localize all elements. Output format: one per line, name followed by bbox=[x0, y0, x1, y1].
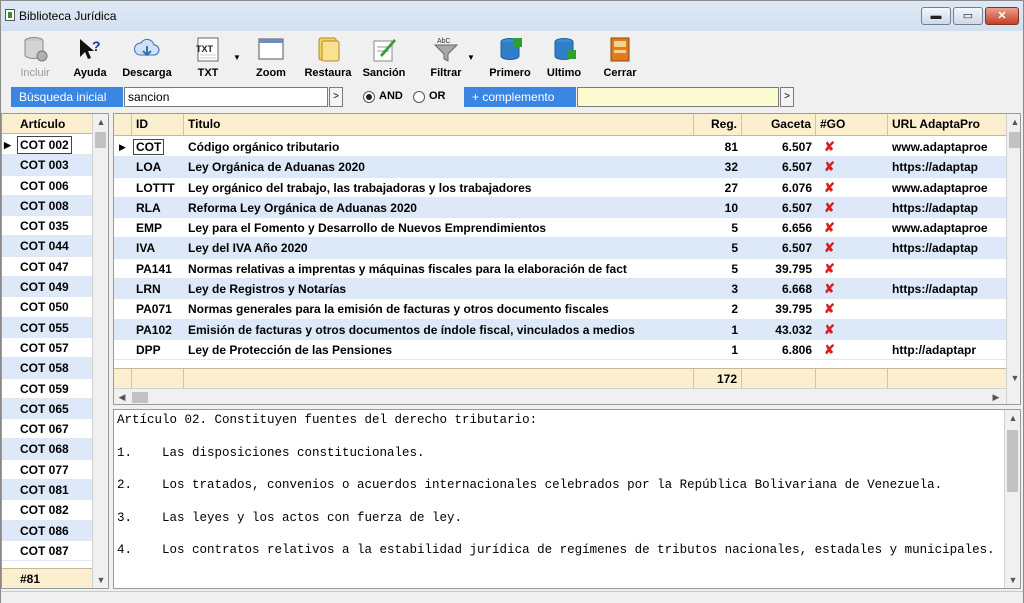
id-value: PA141 bbox=[136, 261, 172, 276]
grid-header bbox=[114, 114, 1006, 136]
current-row-icon: ▶ bbox=[119, 142, 126, 152]
cell-go[interactable] bbox=[816, 157, 888, 177]
col-titulo[interactable]: Titulo bbox=[184, 114, 694, 135]
grid-indicator-header bbox=[114, 114, 132, 135]
cell-id[interactable] bbox=[132, 259, 184, 279]
table-row[interactable] bbox=[114, 137, 1006, 157]
grid-rows bbox=[114, 137, 1006, 360]
article-code: COT 055 bbox=[20, 320, 69, 335]
svg-text:?: ? bbox=[92, 38, 101, 54]
cell-go[interactable] bbox=[816, 178, 888, 198]
article-code: COT 049 bbox=[20, 280, 69, 295]
titulo-value: Ley de Protección de las Pensiones bbox=[188, 342, 393, 357]
cell-titulo[interactable] bbox=[184, 238, 694, 258]
gaceta-value: 39.795 bbox=[775, 302, 812, 317]
reg-value: 32 bbox=[724, 160, 738, 175]
ayuda-button[interactable] bbox=[67, 33, 113, 81]
gaceta-value: 43.032 bbox=[775, 322, 812, 337]
cell-go[interactable] bbox=[816, 218, 888, 238]
article-count: #81 bbox=[2, 568, 92, 588]
grid-scroll-down-icon[interactable]: ▼ bbox=[1010, 373, 1020, 383]
article-code: COT 058 bbox=[20, 361, 69, 376]
cell-url[interactable] bbox=[888, 320, 1006, 340]
id-value: LOA bbox=[136, 160, 162, 175]
article-code: COT 081 bbox=[20, 483, 69, 498]
cell-gaceta[interactable] bbox=[742, 218, 816, 238]
grid-scroll-thumb[interactable] bbox=[1009, 132, 1020, 148]
article-list-item[interactable] bbox=[2, 176, 92, 196]
table-row[interactable] bbox=[114, 238, 1006, 258]
article-list-item[interactable] bbox=[2, 236, 92, 256]
article-list-item[interactable] bbox=[2, 419, 92, 439]
reg-value: 5 bbox=[731, 241, 738, 256]
article-code: COT 047 bbox=[20, 259, 69, 274]
x-mark-icon: ✘ bbox=[824, 260, 835, 276]
database-add-icon bbox=[21, 35, 49, 63]
x-mark-icon: ✘ bbox=[824, 199, 835, 215]
cell-gaceta[interactable] bbox=[742, 299, 816, 319]
url-value: https://adaptap bbox=[892, 282, 978, 297]
incluir-label: Incluir bbox=[20, 67, 50, 79]
article-list-item[interactable] bbox=[2, 439, 92, 459]
x-mark-icon: ✘ bbox=[824, 159, 835, 175]
table-row[interactable] bbox=[114, 299, 1006, 319]
cell-titulo[interactable] bbox=[184, 137, 694, 157]
or-radio[interactable] bbox=[413, 91, 425, 103]
cell-gaceta[interactable] bbox=[742, 259, 816, 279]
close-window-button[interactable]: ✕ bbox=[985, 7, 1019, 25]
titulo-value: Reforma Ley Orgánica de Aduanas 2020 bbox=[188, 200, 417, 215]
cerrar-label: Cerrar bbox=[603, 67, 637, 79]
restaura-label: Restaura bbox=[304, 67, 352, 79]
grid-hscrollbar[interactable] bbox=[114, 388, 1006, 405]
grid-scroll-up-icon[interactable]: ▲ bbox=[1010, 117, 1020, 127]
article-list-header: Artículo bbox=[2, 114, 92, 134]
reg-value: 2 bbox=[731, 302, 738, 317]
cell-titulo[interactable] bbox=[184, 218, 694, 238]
title-bar bbox=[1, 1, 1023, 31]
cell-id[interactable] bbox=[132, 198, 184, 218]
gaceta-value: 6.507 bbox=[781, 200, 812, 215]
article-list-item[interactable] bbox=[2, 338, 92, 358]
cell-go[interactable] bbox=[816, 299, 888, 319]
titulo-value: Código orgánico tributario bbox=[188, 140, 340, 154]
incluir-button[interactable] bbox=[11, 33, 59, 81]
toolbar bbox=[1, 31, 1023, 83]
article-list-item[interactable] bbox=[2, 460, 92, 480]
footer-id bbox=[132, 369, 184, 388]
article-code: COT 050 bbox=[20, 300, 69, 315]
x-mark-icon: ✘ bbox=[824, 240, 835, 256]
table-row[interactable] bbox=[114, 340, 1006, 360]
cell-go[interactable] bbox=[816, 320, 888, 340]
cell-reg[interactable] bbox=[694, 137, 742, 157]
article-code: COT 086 bbox=[20, 523, 69, 538]
id-value: EMP bbox=[136, 221, 163, 236]
gaceta-value: 6.806 bbox=[781, 342, 812, 357]
close-book-icon bbox=[606, 35, 634, 63]
article-code: COT 059 bbox=[20, 381, 69, 396]
cell-go[interactable] bbox=[816, 238, 888, 258]
cell-titulo[interactable] bbox=[184, 299, 694, 319]
cloud-download-icon bbox=[133, 35, 161, 63]
url-value: https://adaptap bbox=[892, 160, 978, 175]
cell-gaceta[interactable] bbox=[742, 178, 816, 198]
filtrar-dropdown-icon[interactable]: ▼ bbox=[467, 53, 475, 62]
txt-button[interactable] bbox=[185, 33, 231, 81]
cell-reg[interactable] bbox=[694, 238, 742, 258]
gaceta-value: 6.076 bbox=[781, 180, 812, 195]
article-list-item[interactable] bbox=[2, 155, 92, 175]
article-list-item[interactable] bbox=[2, 379, 92, 399]
article-code: COT 008 bbox=[20, 198, 69, 213]
id-value: RLA bbox=[136, 200, 161, 215]
article-list-item[interactable] bbox=[2, 521, 92, 541]
titulo-value: Ley Orgánica de Aduanas 2020 bbox=[188, 160, 365, 175]
cell-go[interactable] bbox=[816, 279, 888, 299]
titulo-value: Ley para el Fomento y Desarrollo de Nuevos Emprendimientos bbox=[188, 221, 547, 236]
complemento-input[interactable] bbox=[577, 87, 779, 107]
gaceta-value: 39.795 bbox=[775, 261, 812, 276]
article-list-item[interactable] bbox=[2, 318, 92, 338]
cell-gaceta[interactable] bbox=[742, 198, 816, 218]
busqueda-inicial-label: Búsqueda inicial bbox=[11, 87, 123, 107]
url-value: http://adaptapr bbox=[892, 342, 976, 357]
edit-document-icon bbox=[370, 35, 398, 63]
titulo-value: Ley del IVA Año 2020 bbox=[188, 241, 308, 256]
cell-gaceta[interactable] bbox=[742, 340, 816, 360]
article-list-item[interactable] bbox=[2, 399, 92, 419]
url-value: https://adaptap bbox=[892, 241, 978, 256]
txt-dropdown-icon[interactable]: ▼ bbox=[233, 53, 241, 62]
cell-id[interactable] bbox=[132, 299, 184, 319]
grid-vscrollbar[interactable] bbox=[1006, 114, 1021, 404]
gaceta-value: 6.507 bbox=[781, 140, 812, 154]
ultimo-button[interactable] bbox=[541, 33, 587, 81]
x-mark-icon: ✘ bbox=[824, 179, 835, 195]
text-scroll-up-icon[interactable]: ▲ bbox=[1008, 413, 1018, 423]
article-code: COT 057 bbox=[20, 340, 69, 355]
article-code: COT 065 bbox=[20, 401, 69, 416]
titulo-value: Emisión de facturas y otros documentos de índole fiscal, vinculados a medios bbox=[188, 322, 635, 337]
reg-value: 81 bbox=[724, 140, 738, 154]
cell-reg[interactable] bbox=[694, 259, 742, 279]
id-value: IVA bbox=[136, 241, 156, 256]
article-list-item[interactable] bbox=[2, 358, 92, 378]
complemento-go-button[interactable]: > bbox=[780, 87, 794, 107]
footer-gaceta bbox=[742, 369, 816, 388]
cell-reg[interactable] bbox=[694, 178, 742, 198]
cell-url[interactable] bbox=[888, 259, 1006, 279]
text-scroll-down-icon[interactable]: ▼ bbox=[1008, 575, 1018, 585]
article-list-item[interactable] bbox=[2, 196, 92, 216]
svg-text:AbC: AbC bbox=[437, 38, 451, 45]
id-value: COT bbox=[133, 139, 164, 155]
cell-reg[interactable] bbox=[694, 157, 742, 177]
cell-reg[interactable] bbox=[694, 198, 742, 218]
table-row[interactable] bbox=[114, 259, 1006, 279]
scroll-up-icon[interactable]: ▲ bbox=[96, 117, 106, 127]
text-vscrollbar[interactable] bbox=[1004, 410, 1020, 588]
restaura-button[interactable] bbox=[299, 33, 357, 81]
reg-value: 1 bbox=[731, 322, 738, 337]
txt-icon-text: TXT bbox=[196, 44, 213, 54]
cell-reg[interactable] bbox=[694, 320, 742, 340]
scroll-down-icon[interactable]: ▼ bbox=[96, 575, 106, 585]
col-reg[interactable]: Reg. bbox=[694, 114, 742, 135]
url-value: https://adaptap bbox=[892, 200, 978, 215]
cell-go[interactable] bbox=[816, 259, 888, 279]
restore-notes-icon bbox=[314, 35, 342, 63]
scroll-left-icon[interactable]: ◀ bbox=[118, 392, 126, 402]
window-title: Biblioteca Jurídica bbox=[19, 9, 117, 23]
cell-id[interactable] bbox=[132, 137, 184, 157]
article-code: COT 077 bbox=[20, 462, 69, 477]
article-code: COT 044 bbox=[20, 239, 69, 254]
gaceta-value: 6.668 bbox=[781, 282, 812, 297]
cell-titulo[interactable] bbox=[184, 340, 694, 360]
x-mark-icon: ✘ bbox=[824, 281, 835, 297]
col-gaceta[interactable]: Gaceta bbox=[742, 114, 816, 135]
cell-url[interactable] bbox=[888, 157, 1006, 177]
hscroll-thumb[interactable] bbox=[132, 392, 148, 403]
reg-value: 1 bbox=[731, 342, 738, 357]
primero-button[interactable] bbox=[485, 33, 535, 81]
total-reg: 172 bbox=[694, 369, 742, 388]
minimize-button[interactable]: ▬ bbox=[921, 7, 951, 25]
table-row[interactable] bbox=[114, 279, 1006, 299]
law-grid bbox=[113, 113, 1021, 405]
and-radio[interactable] bbox=[363, 91, 375, 103]
cell-url[interactable] bbox=[888, 198, 1006, 218]
cell-url[interactable] bbox=[888, 279, 1006, 299]
cell-go[interactable] bbox=[816, 198, 888, 218]
article-list-item[interactable] bbox=[2, 257, 92, 277]
cell-id[interactable] bbox=[132, 178, 184, 198]
col-url[interactable]: URL AdaptaPro bbox=[892, 117, 981, 131]
filtrar-button[interactable] bbox=[423, 33, 469, 81]
scroll-right-icon[interactable]: ▶ bbox=[992, 392, 1000, 402]
grid-footer bbox=[114, 368, 1006, 388]
cell-gaceta[interactable] bbox=[742, 238, 816, 258]
article-list-item[interactable] bbox=[2, 297, 92, 317]
reg-value: 10 bbox=[724, 200, 738, 215]
article-code: COT 087 bbox=[20, 543, 69, 558]
url-value: www.adaptaproe bbox=[892, 221, 988, 236]
cell-id[interactable] bbox=[132, 320, 184, 340]
cell-url[interactable] bbox=[888, 238, 1006, 258]
article-code: COT 035 bbox=[20, 219, 69, 234]
cell-url[interactable] bbox=[888, 218, 1006, 238]
titulo-value: Normas relativas a imprentas y máquinas fiscales para la elaboración de fact bbox=[188, 261, 627, 276]
cell-id[interactable] bbox=[132, 279, 184, 299]
url-value: www.adaptaproe bbox=[892, 180, 988, 195]
first-record-icon bbox=[496, 35, 524, 63]
search-bar bbox=[1, 85, 1023, 109]
url-value: www.adaptaproe bbox=[892, 140, 988, 154]
cell-reg[interactable] bbox=[694, 279, 742, 299]
cell-url[interactable] bbox=[888, 299, 1006, 319]
article-list-item[interactable] bbox=[2, 541, 92, 561]
x-mark-icon: ✘ bbox=[824, 341, 835, 357]
cell-gaceta[interactable] bbox=[742, 320, 816, 340]
article-code: COT 082 bbox=[20, 503, 69, 518]
cell-go[interactable] bbox=[816, 137, 888, 157]
cell-gaceta[interactable] bbox=[742, 157, 816, 177]
cell-gaceta[interactable] bbox=[742, 137, 816, 157]
article-list bbox=[1, 113, 109, 589]
footer-spacer bbox=[114, 369, 132, 388]
cell-titulo[interactable] bbox=[184, 320, 694, 340]
article-code: COT 002 bbox=[17, 136, 72, 154]
cell-url[interactable] bbox=[888, 137, 1006, 157]
article-code: COT 067 bbox=[20, 422, 69, 437]
article-rows bbox=[2, 135, 92, 561]
zoom-button[interactable] bbox=[249, 33, 293, 81]
article-list-item[interactable] bbox=[2, 216, 92, 236]
id-value: PA102 bbox=[136, 322, 172, 337]
col-go[interactable]: #GO bbox=[816, 114, 888, 135]
cell-reg[interactable] bbox=[694, 340, 742, 360]
sancion-label: Sanción bbox=[362, 67, 406, 79]
or-label: OR bbox=[429, 90, 446, 102]
article-list-item[interactable] bbox=[2, 500, 92, 520]
table-row[interactable] bbox=[114, 320, 1006, 340]
help-cursor-icon bbox=[76, 35, 104, 63]
article-list-scrollbar[interactable] bbox=[92, 114, 108, 588]
filtrar-label: Filtrar bbox=[430, 67, 462, 79]
cell-id[interactable] bbox=[132, 157, 184, 177]
cell-titulo[interactable] bbox=[184, 279, 694, 299]
table-row[interactable] bbox=[114, 178, 1006, 198]
maximize-button[interactable]: ▭ bbox=[953, 7, 983, 25]
filter-icon bbox=[432, 35, 460, 63]
cell-id[interactable] bbox=[132, 238, 184, 258]
x-mark-icon: ✘ bbox=[824, 139, 835, 154]
table-row[interactable] bbox=[114, 157, 1006, 177]
article-code: COT 006 bbox=[20, 178, 69, 193]
descarga-button[interactable] bbox=[117, 33, 177, 81]
ultimo-label: Ultimo bbox=[546, 67, 582, 79]
table-row[interactable] bbox=[114, 198, 1006, 218]
primero-label: Primero bbox=[489, 67, 531, 79]
x-mark-icon: ✘ bbox=[824, 301, 835, 317]
cell-titulo[interactable] bbox=[184, 178, 694, 198]
gaceta-value: 6.656 bbox=[781, 221, 812, 236]
id-value: PA071 bbox=[136, 302, 172, 317]
cell-titulo[interactable] bbox=[184, 198, 694, 218]
txt-label: TXT bbox=[197, 67, 219, 79]
cell-id[interactable] bbox=[132, 340, 184, 360]
cell-go[interactable] bbox=[816, 340, 888, 360]
text-scroll-thumb[interactable] bbox=[1007, 430, 1018, 492]
footer-go bbox=[816, 369, 888, 388]
gaceta-value: 6.507 bbox=[781, 241, 812, 256]
article-code: COT 068 bbox=[20, 442, 69, 457]
reg-value: 3 bbox=[731, 282, 738, 297]
titulo-value: Normas generales para la emisión de facturas y otros documento fiscales bbox=[188, 302, 609, 317]
descarga-label: Descarga bbox=[122, 67, 172, 79]
col-id[interactable]: ID bbox=[132, 114, 184, 135]
article-text[interactable]: Artículo 02. Constituyen fuentes del derecho tributario: 1. Las disposiciones constitucionales. 2. Los tratados, convenios o acuerdos internacionales celebrados por la República Bolivariana de Venezuela. 3. Las leyes y los actos con fuerza de ley. 4. Los contratos relativos a la estabilidad jurídica de regímenes de tributos nacionales, estadales y municipales. bbox=[117, 413, 995, 558]
cell-titulo[interactable] bbox=[184, 157, 694, 177]
search-input[interactable]: sancion bbox=[124, 87, 328, 107]
app-icon bbox=[5, 9, 15, 21]
footer-titulo bbox=[184, 369, 694, 388]
id-value: LRN bbox=[136, 282, 161, 297]
cell-url[interactable] bbox=[888, 178, 1006, 198]
search-go-button[interactable]: > bbox=[329, 87, 343, 107]
sancion-button[interactable] bbox=[359, 33, 409, 81]
gaceta-value: 6.507 bbox=[781, 160, 812, 175]
reg-value: 5 bbox=[731, 261, 738, 276]
x-mark-icon: ✘ bbox=[824, 321, 835, 337]
cell-gaceta[interactable] bbox=[742, 279, 816, 299]
ayuda-label: Ayuda bbox=[73, 67, 107, 79]
titulo-value: Ley orgánico del trabajo, las trabajadoras y los trabajadores bbox=[188, 180, 532, 195]
x-mark-icon: ✘ bbox=[824, 220, 835, 236]
scroll-thumb[interactable] bbox=[95, 132, 106, 148]
complemento-button[interactable]: + complemento bbox=[464, 87, 576, 107]
last-record-icon bbox=[550, 35, 578, 63]
cell-reg[interactable] bbox=[694, 218, 742, 238]
article-code: COT 003 bbox=[20, 158, 69, 173]
reg-value: 5 bbox=[731, 221, 738, 236]
article-list-item[interactable] bbox=[2, 480, 92, 500]
article-list-item[interactable] bbox=[2, 277, 92, 297]
reg-value: 27 bbox=[724, 180, 738, 195]
cell-reg[interactable] bbox=[694, 299, 742, 319]
and-label: AND bbox=[379, 90, 403, 102]
cell-url[interactable] bbox=[888, 340, 1006, 360]
id-value: DPP bbox=[136, 342, 161, 357]
cell-titulo[interactable] bbox=[184, 259, 694, 279]
cell-id[interactable] bbox=[132, 218, 184, 238]
id-value: LOTTT bbox=[136, 180, 175, 195]
titulo-value: Ley de Registros y Notarías bbox=[188, 282, 347, 297]
zoom-label: Zoom bbox=[256, 67, 286, 79]
status-bar bbox=[1, 591, 1023, 603]
article-text-pane[interactable] bbox=[113, 409, 1021, 589]
window-zoom-icon bbox=[257, 35, 285, 63]
article-list-item[interactable] bbox=[2, 135, 92, 155]
table-row[interactable] bbox=[114, 218, 1006, 238]
cerrar-button[interactable] bbox=[597, 33, 643, 81]
current-row-icon: ▶ bbox=[4, 140, 11, 150]
